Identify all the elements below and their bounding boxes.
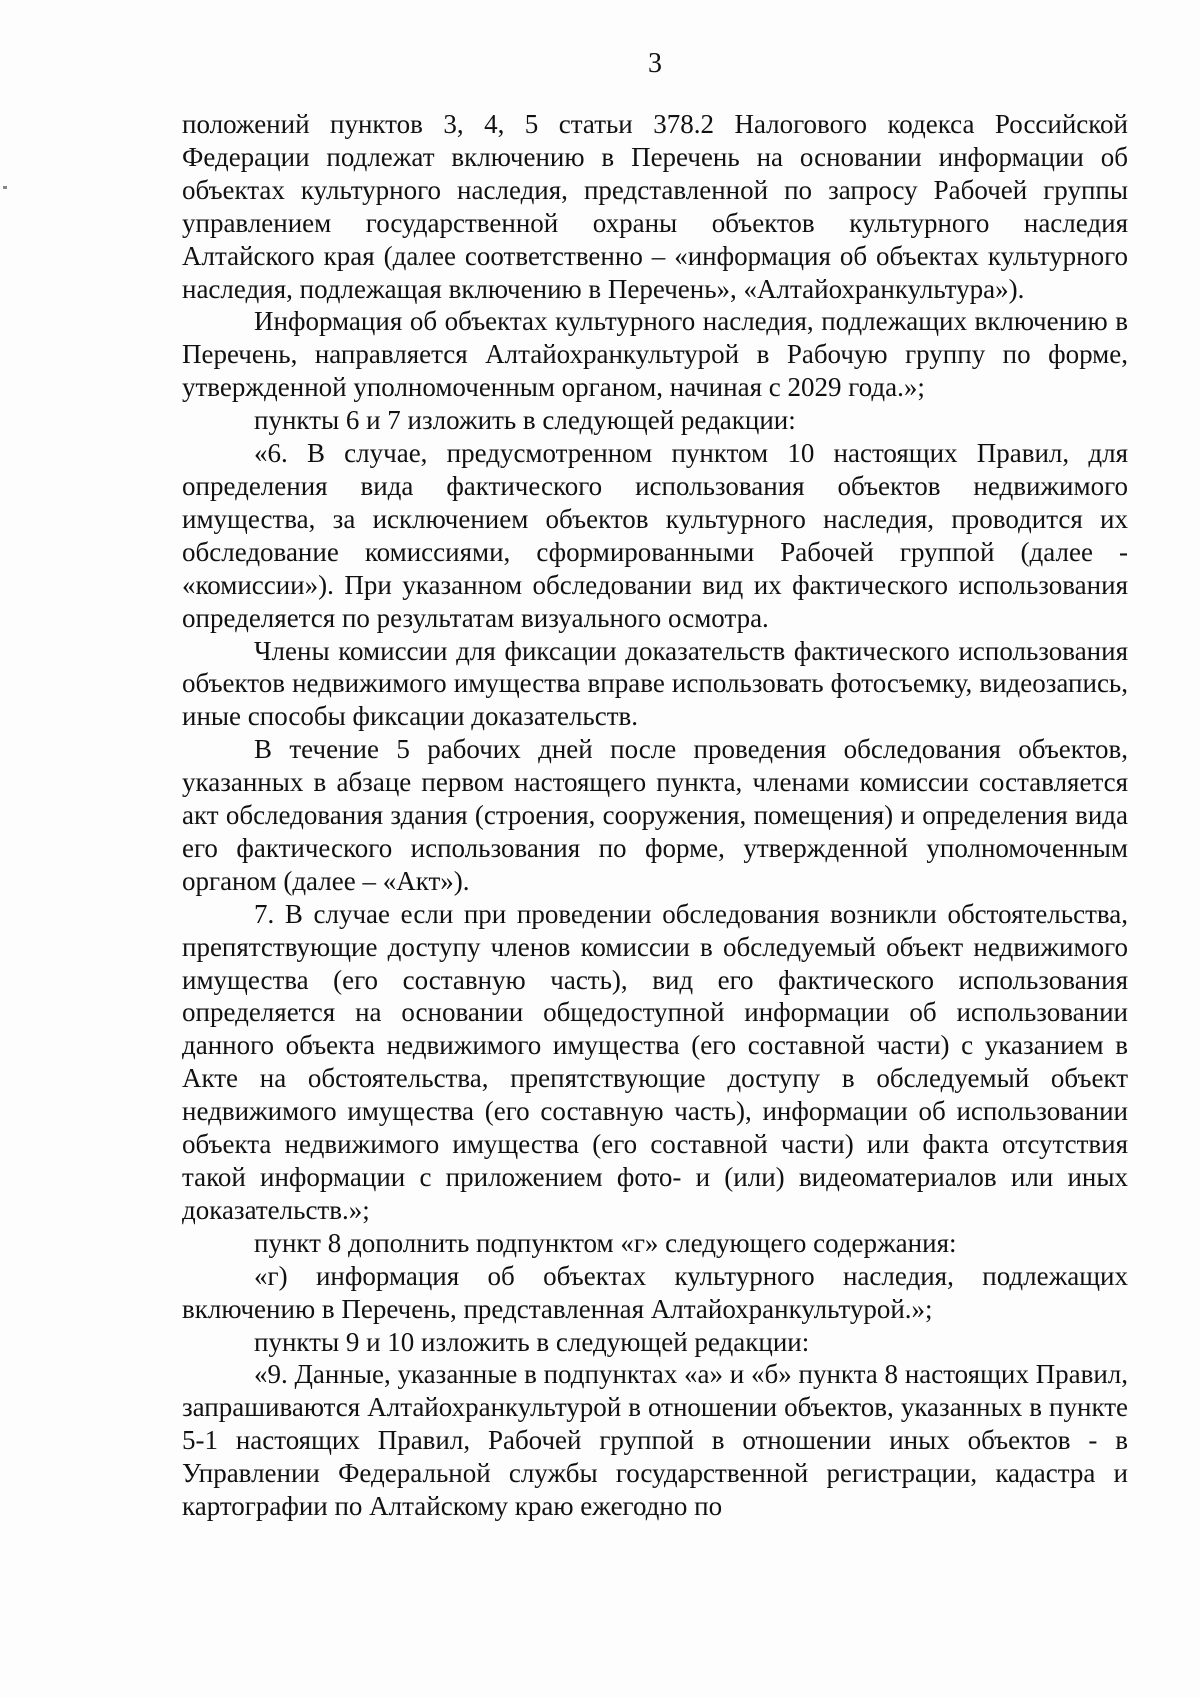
paragraph: «6. В случае, предусмотренном пунктом 10 настоящих Правил, для определения вида фактического использования объектов недвижимого имущества, за исключением объектов культурного наследия, проводится их обследование комиссиями, сформированными Рабочей группой (далее - «комиссии»). При указанном обследовании вид их фактического использования определяется по результатам визуального осмотра.	[182, 438, 1128, 633]
page-number: 3	[648, 48, 662, 79]
paragraph: пункты 6 и 7 изложить в следующей редакции:	[254, 405, 796, 436]
paragraph: «9. Данные, указанные в подпунктах «а» и «б» пункта 8 настоящих Правил, запрашиваются Алтайохранкультурой в отношении объектов, указанных в пункте 5-1 настоящих Правил, Рабочей группой в отношении иных объектов - в Управлении Федеральной службы государственной регистрации, кадастра и картографии по Алтайскому краю ежегодно по	[182, 1359, 1128, 1522]
paragraph: положений пунктов 3, 4, 5 статьи 378.2 Налогового кодекса Российской Федерации подлежат включению в Перечень на основании информации об объектах культурного наследия, представленной по запросу Рабочей группы управлением государственной охраны объектов культурного наследия Алтайского края (далее соответственно – «информация об объектах культурного наследия, подлежащая включению в Перечень», «Алтайохранкультура»).	[182, 109, 1128, 304]
paragraph: пункты 9 и 10 изложить в следующей редакции:	[254, 1326, 810, 1357]
paragraph: 7. В случае если при проведении обследования возникли обстоятельства, препятствующие доступу членов комиссии в обследуемый объект недвижимого имущества (его составную часть), вид его фактического использования определяется на основании общедоступной информации об использовании данного объекта недвижимого имущества (его составной части) с указанием в Акте на обстоятельства, препятствующие доступу в обследуемый объект недвижимого имущества (его составную часть), информации об использовании объекта недвижимого имущества (его составной части) или факта отсутствия такой информации с приложением фото- и (или) видеоматериалов или иных доказательств.»;	[182, 898, 1128, 1225]
paragraph: В течение 5 рабочих дней после проведения обследования объектов, указанных в абзаце первом настоящего пункта, членами комиссии составляется акт обследования здания (строения, сооружения, помещения) и определения вида его фактического использования по форме, утвержденной уполномоченным органом (далее – «Акт»).	[182, 734, 1128, 896]
paragraph: «г) информация об объектах культурного наследия, подлежащих включению в Перечень, представленная Алтайохранкультурой.»;	[182, 1260, 1128, 1324]
paragraph: Члены комиссии для фиксации доказательств фактического использования объектов недвижимого имущества вправе использовать фотосъемку, видеозапись, иные способы фиксации доказательств.	[182, 635, 1128, 732]
paragraph: пункт 8 дополнить подпунктом «г» следующего содержания:	[254, 1227, 957, 1258]
document-body	[182, 108, 1128, 1523]
margin-mark	[3, 186, 7, 189]
paragraph: Информация об объектах культурного наследия, подлежащих включению в Перечень, направляется Алтайохранкультурой в Рабочую группу по форме, утвержденной уполномоченным органом, начиная с 2029 года.»;	[182, 306, 1128, 403]
